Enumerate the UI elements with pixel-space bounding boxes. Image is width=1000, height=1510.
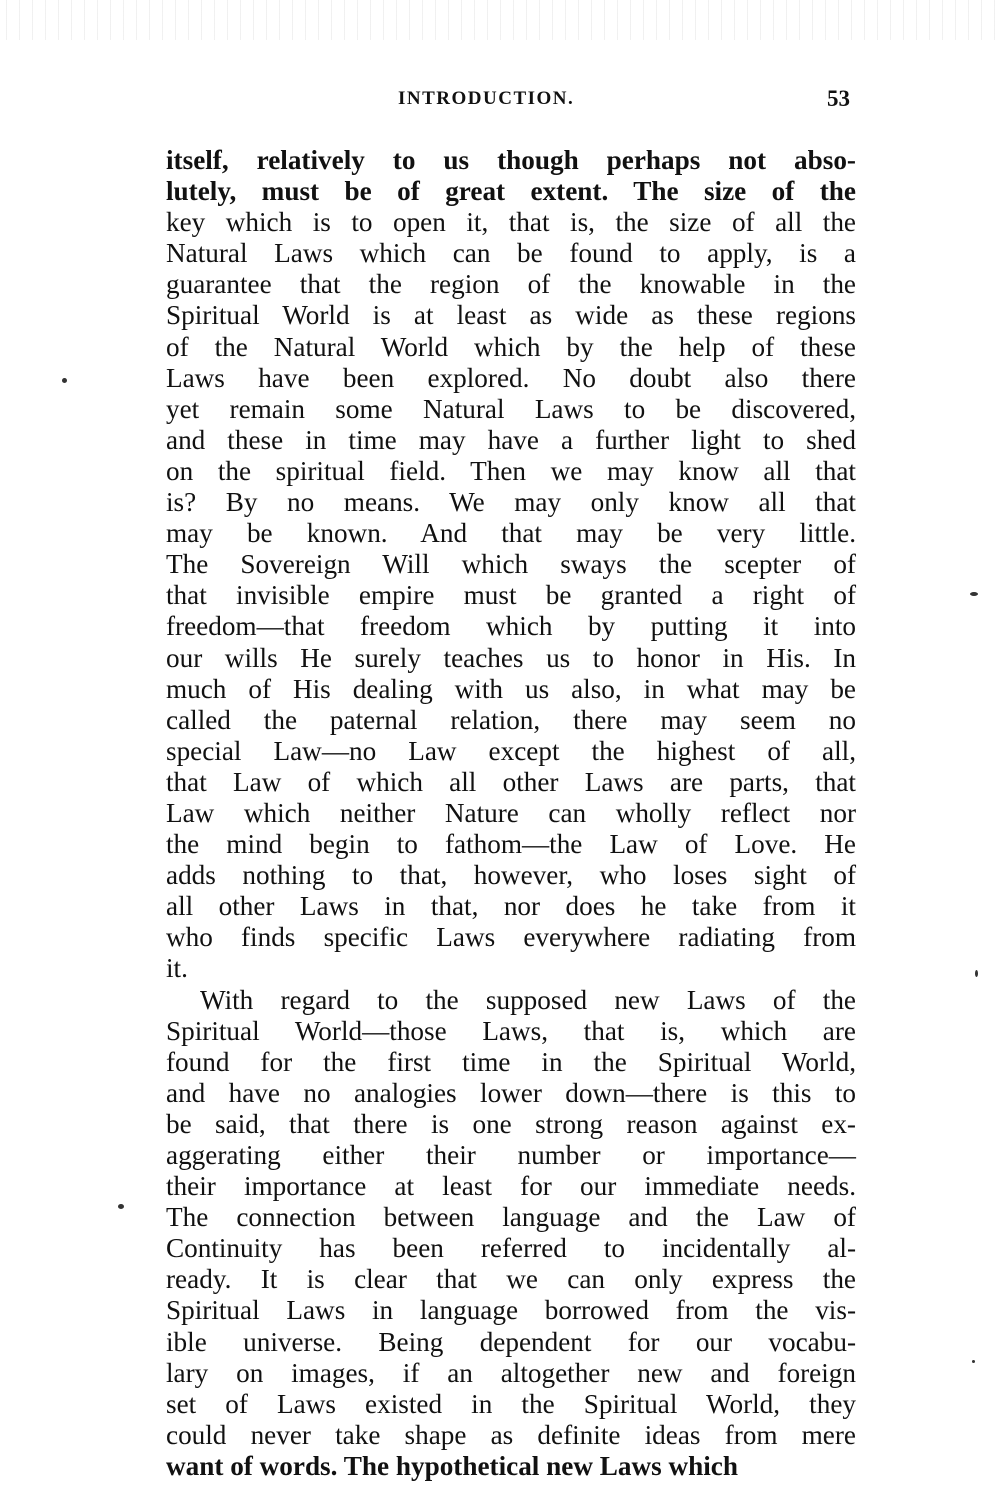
page-number: 53 [827, 86, 850, 111]
text-line: the mind begin to fathom—the Law of Love. He [166, 829, 856, 860]
text-line: yet remain some Natural Laws to be discovered, [166, 393, 856, 424]
text-line: special Law—no Law except the highest of all, [166, 735, 856, 766]
text-line: on the spiritual field. Then we may know all that [166, 455, 856, 486]
scan-noise [0, 0, 1000, 40]
text-line: may be known. And that may be very little. [166, 518, 856, 549]
text-line: aggerating either their number or importance— [166, 1140, 856, 1170]
text-line: The connection between language and the Law of [166, 1202, 856, 1233]
text-line: our wills He surely teaches us to honor in His. In [166, 642, 856, 673]
text-line: lutely, must be of great extent. The size of the [166, 176, 856, 207]
text-line: that Law of which all other Laws are parts, that [166, 766, 856, 797]
text-line: it. [166, 953, 188, 984]
text-line: all other Laws in that, nor does he take from it [166, 891, 856, 922]
text-line: Law which neither Nature can wholly reflect nor [166, 797, 856, 828]
text-line: Spiritual Laws in language borrowed from the vis- [166, 1295, 856, 1326]
text-line: ready. It is clear that we can only express the [166, 1264, 856, 1295]
text-line: Spiritual World—those Laws, that is, which are [166, 1015, 856, 1046]
text-line: Natural Laws which can be found to apply, is a [166, 238, 856, 269]
text-line: itself, relatively to us though perhaps not abso- [166, 145, 856, 175]
text-line: Spiritual World is at least as wide as these regions [166, 300, 856, 331]
text-line: key which is to open it, that is, the size of all the [166, 207, 856, 238]
text-line: want of words. The hypothetical new Laws which [166, 1450, 738, 1481]
scan-speck [972, 1360, 975, 1363]
text-line: set of Laws existed in the Spiritual World, they [166, 1388, 856, 1419]
text-line: ible universe. Being dependent for our vocabu- [166, 1326, 856, 1357]
text-line: that invisible empire must be granted a right of [166, 580, 856, 611]
scan-speck [62, 378, 67, 383]
text-line: and have no analogies lower down—there is this to [166, 1077, 856, 1108]
text-line: is? By no means. We may only know all that [166, 487, 856, 518]
text-line: their importance at least for our immediate needs. [166, 1171, 856, 1202]
body-text [166, 145, 856, 1482]
text-line: The Sovereign Will which sways the scepter of [166, 549, 856, 580]
text-line: could never take shape as definite ideas from mere [166, 1419, 856, 1450]
text-line: lary on images, if an altogether new and foreign [166, 1357, 856, 1388]
text-line: freedom—that freedom which by putting it into [166, 611, 856, 642]
text-line: guarantee that the region of the knowable in the [166, 269, 856, 300]
text-line: adds nothing to that, however, who loses sight of [166, 860, 856, 891]
text-line: who finds specific Laws everywhere radiating from [166, 922, 856, 953]
page-header [398, 88, 850, 118]
scan-speck [975, 970, 978, 977]
text-line: found for the first time in the Spiritual World, [166, 1046, 856, 1077]
text-line: With regard to the supposed new Laws of the [200, 984, 856, 1015]
running-head: INTRODUCTION. [398, 88, 575, 109]
text-line: much of His dealing with us also, in what may be [166, 673, 856, 704]
text-line: called the paternal relation, there may seem no [166, 704, 856, 735]
text-line: Laws have been explored. No doubt also there [166, 362, 856, 393]
text-line: Continuity has been referred to incidentally al- [166, 1233, 856, 1264]
text-line: and these in time may have a further light to shed [166, 424, 856, 455]
text-line: of the Natural World which by the help of these [166, 331, 856, 362]
text-line: be said, that there is one strong reason against ex- [166, 1108, 856, 1139]
scan-speck [118, 1204, 124, 1209]
scan-speck [970, 592, 978, 596]
